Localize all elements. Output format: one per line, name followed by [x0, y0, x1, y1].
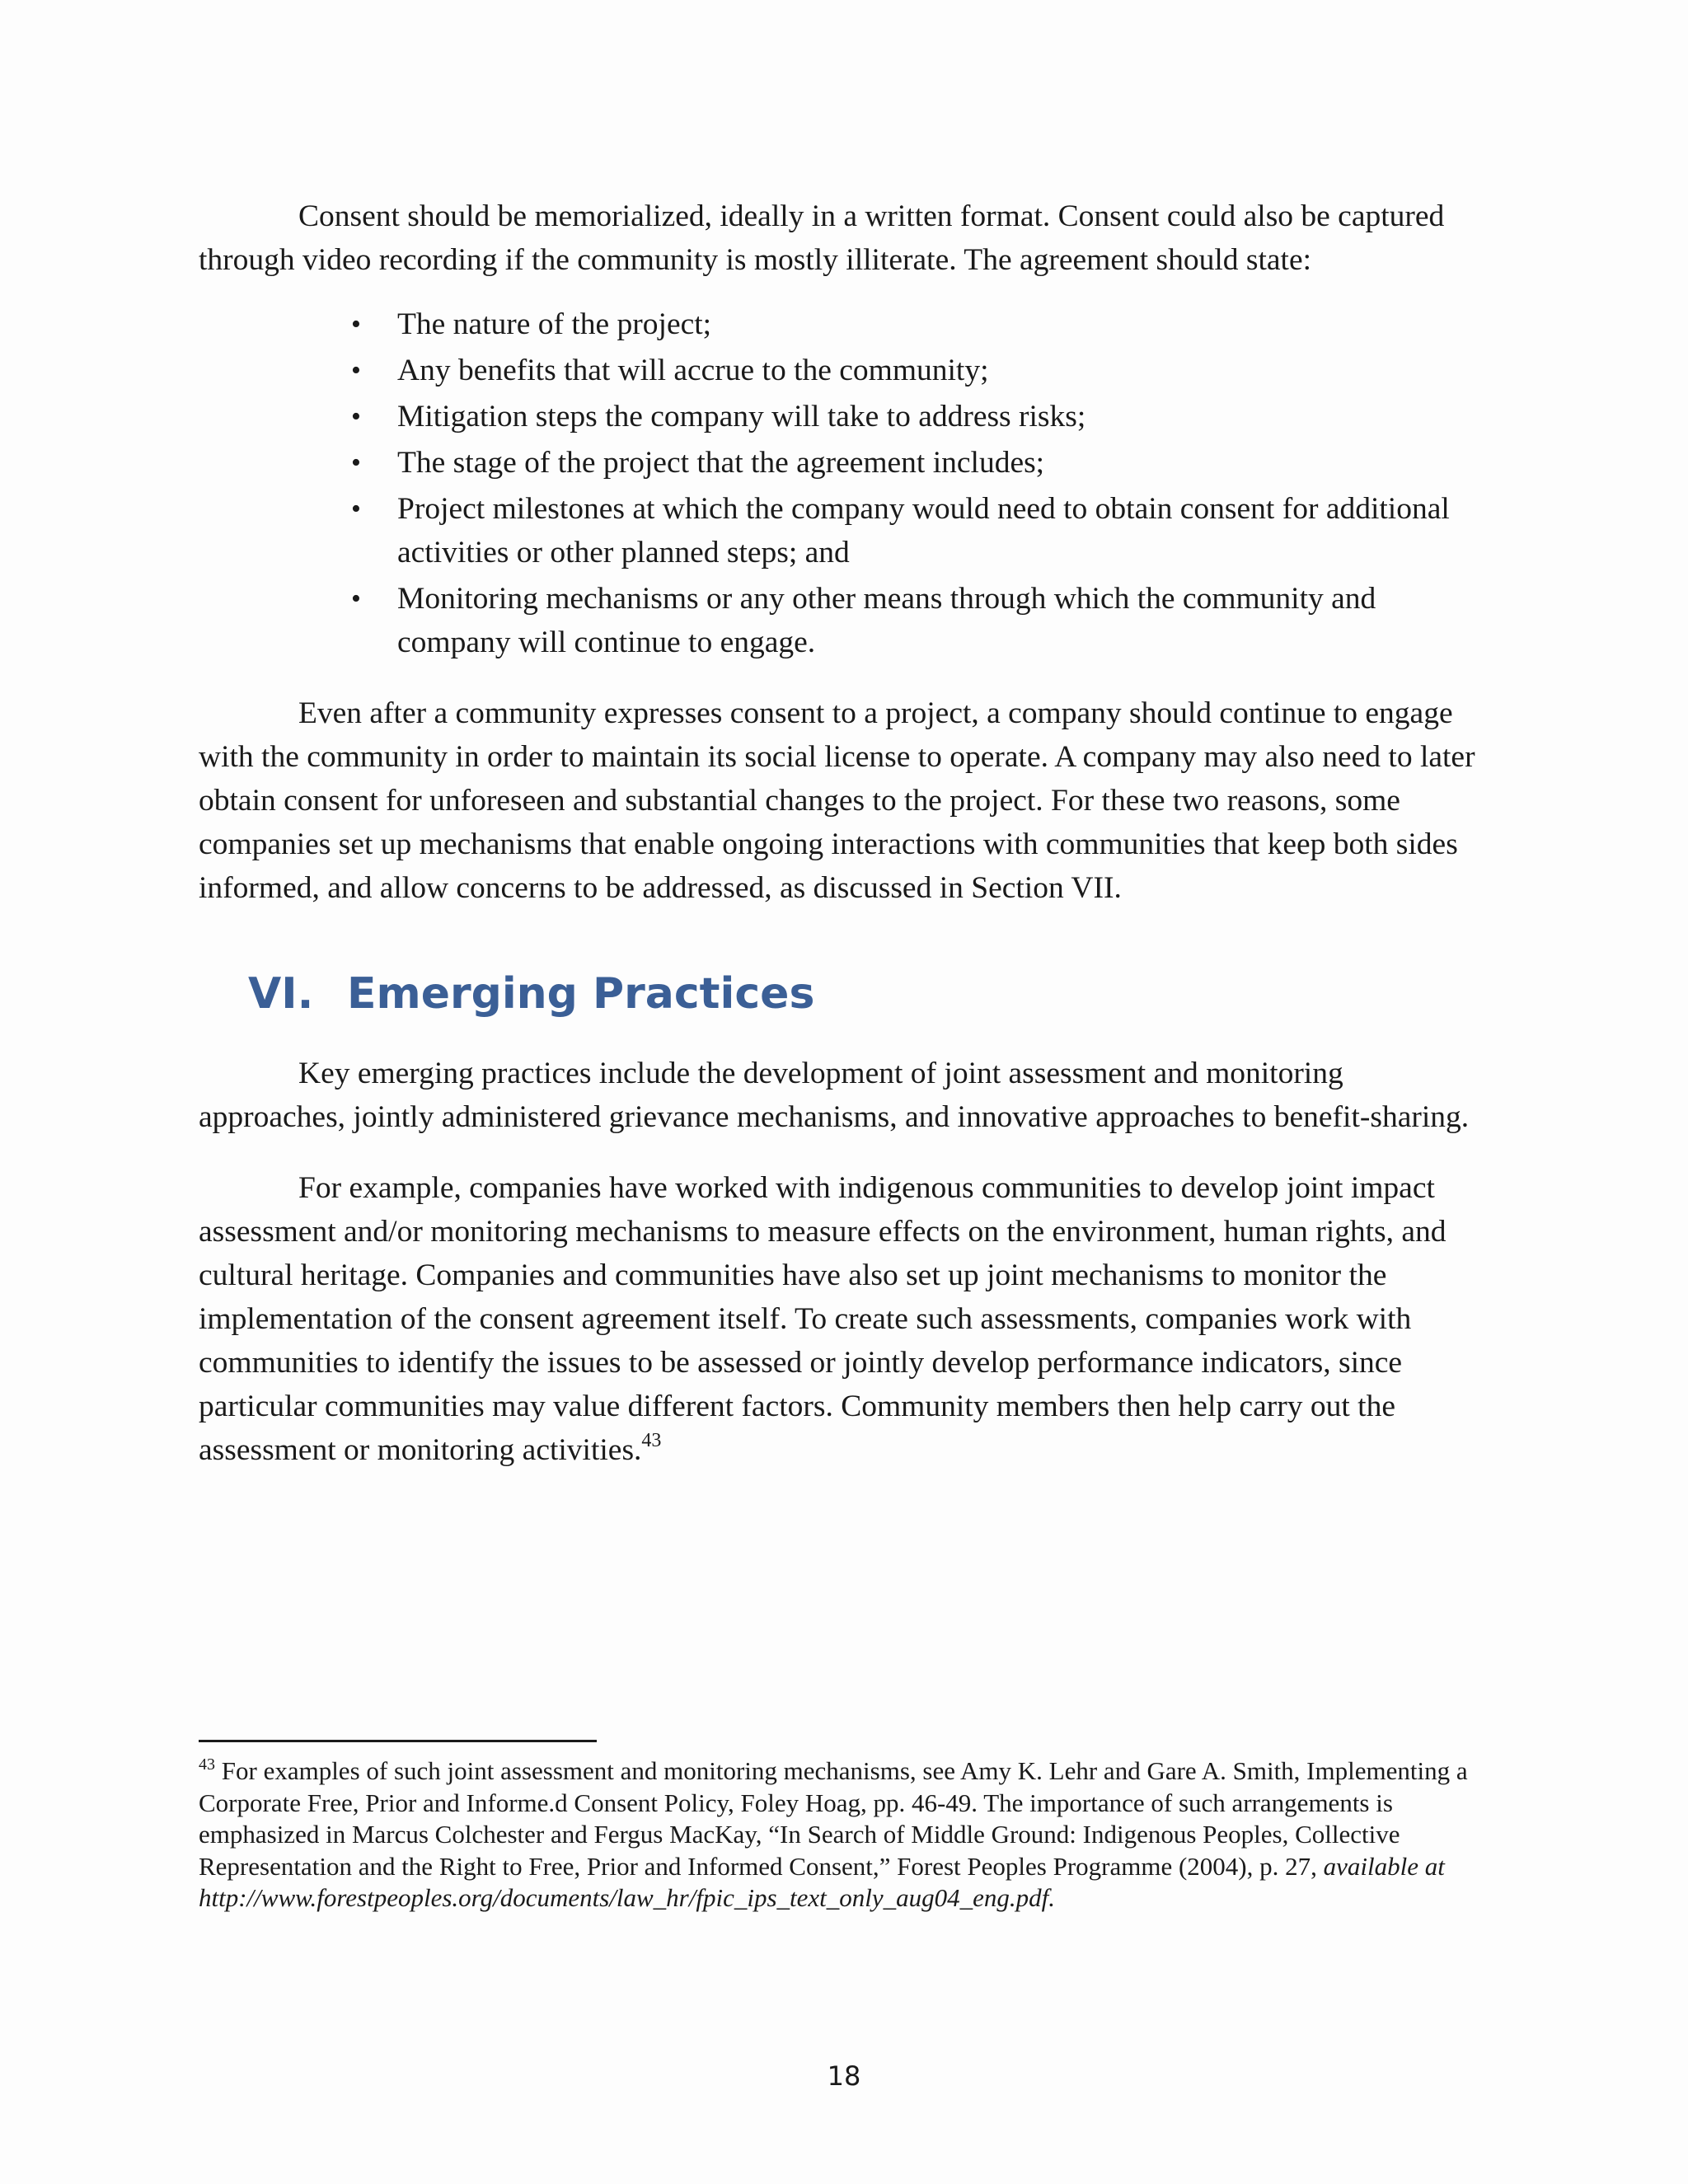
list-item: [351, 349, 1486, 392]
paragraph-ongoing-engagement: Even after a community expresses consent to a project, a company should continue to engage with the community in order to maintain its social license to operate. A company may also need to later obtain consent for unforeseen and substantial changes to the project. For these two reasons, some companies set up mechanisms that enable ongoing interactions with communities that keep both sides informed, and allow concerns to be addressed, as discussed in Section VII.: [199, 696, 1475, 905]
list-item: [351, 487, 1486, 574]
bullet-icon: •: [351, 355, 361, 386]
bullet-icon: •: [351, 448, 361, 478]
footnote-reference[interactable]: 43: [641, 1430, 662, 1451]
bullet-icon: •: [351, 494, 361, 524]
bullet-icon: •: [351, 309, 361, 340]
page-content: [199, 194, 1486, 1472]
paragraph-text: For example, companies have worked with indigenous communities to develop joint impact assessment and/or monitoring mechanisms to measure effects on the environment, human rights, and cultural heritage. Companies and communities have also set up joint mechanisms to monitor the implementation of the consent agreement itself. To create such assessments, companies work with communities to identify the issues to be assessed or jointly develop performance indicators, since particular communities may value different factors. Community members then help carry out the assessment or monitoring activities.: [199, 1171, 1447, 1467]
list-item-text: Mitigation steps the company will take to address risks;: [397, 400, 1086, 434]
footnote: [199, 1755, 1486, 1915]
footnote-number: 43: [199, 1755, 215, 1774]
list-item: [351, 577, 1486, 664]
section-number: VI.: [248, 969, 314, 1019]
page-number: 18: [827, 2060, 861, 2092]
list-item: [351, 441, 1486, 485]
list-item-text: Monitoring mechanisms or any other means through which the community and company will continue to engage.: [397, 582, 1376, 659]
section-heading: [199, 968, 1486, 1020]
paragraph-joint-assessment: [199, 1166, 1486, 1472]
paragraph-consent-memorialized: Consent should be memorialized, ideally in a written format. Consent could also be captured through video recording if the community is mostly illiterate. The agreement should state:: [199, 199, 1445, 277]
list-item-text: The nature of the project;: [397, 307, 712, 341]
footnote-text: For examples of such joint assessment and monitoring mechanisms, see Amy K. Lehr and Gare A. Smith, Implementing a Corporate Free, Prior and Informe.d Consent Policy, Foley Hoag, pp. 46-49. The importance of such arrangements is emphasized in Marcus Colchester and Fergus MacKay, “In Search of Middle Ground: Indigenous Peoples, Collective Representation and the Right to Free, Prior and Informed Consent,” Forest Peoples Programme (2004), p. 27,: [199, 1756, 1468, 1881]
footnote-separator: [199, 1740, 597, 1742]
bullet-icon: •: [351, 583, 361, 614]
list-item-text: The stage of the project that the agreement includes;: [397, 446, 1045, 480]
list-item-text: Project milestones at which the company would need to obtain consent for additional activities or other planned steps; and: [397, 492, 1450, 569]
section-title: Emerging Practices: [347, 969, 815, 1019]
list-item: [351, 302, 1486, 346]
list-item-text: Any benefits that will accrue to the community;: [397, 354, 989, 387]
agreement-contents-list: [199, 302, 1486, 664]
footnote-citation-link[interactable]: available at http://www.forestpeoples.org/documents/law_hr/fpic_ips_text_only_aug04_eng.pdf.: [199, 1851, 1445, 1912]
list-item: [351, 395, 1486, 438]
bullet-icon: •: [351, 401, 361, 432]
paragraph-key-practices: Key emerging practices include the development of joint assessment and monitoring approaches, jointly administered grievance mechanisms, and innovative approaches to benefit-sharing.: [199, 1057, 1470, 1134]
